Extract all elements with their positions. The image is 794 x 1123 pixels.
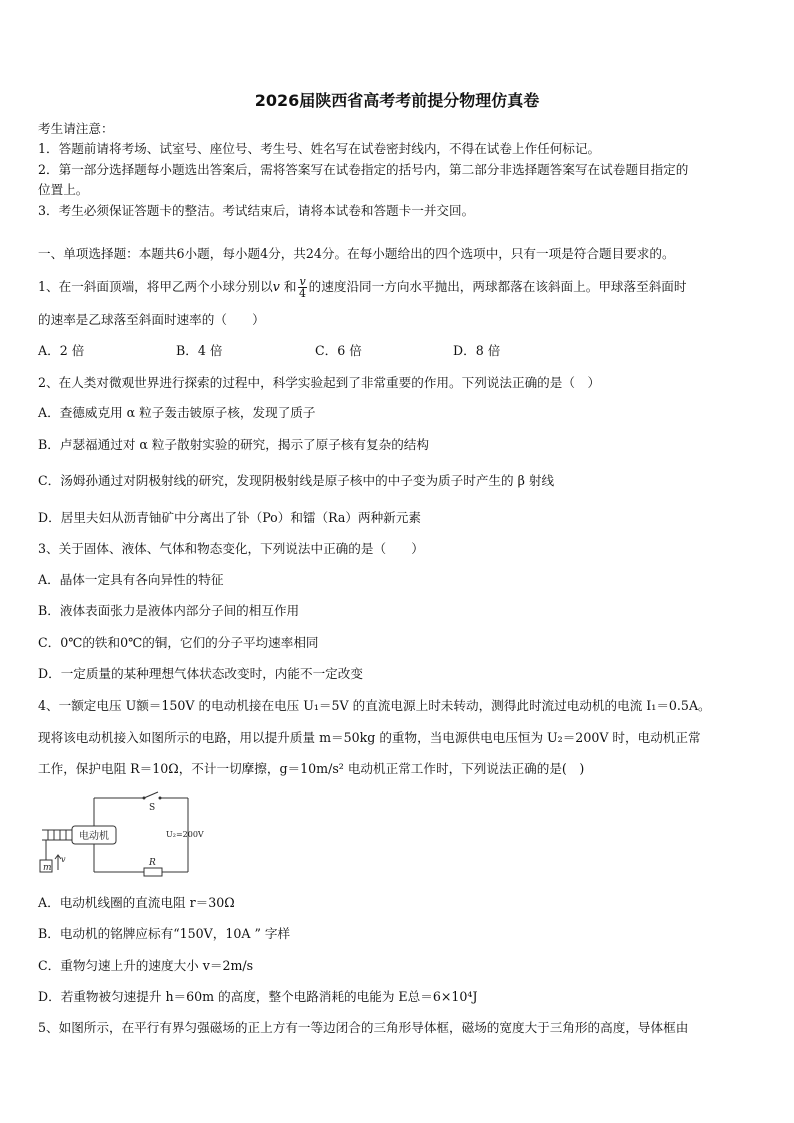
- notice-item: 1．答题前请将考场、试室号、座位号、考生号、姓名写在试卷密封线内，不得在试卷上作任何标记。: [38, 141, 601, 156]
- q4-option-a: A．电动机线圈的直流电阻 r＝30Ω: [38, 895, 235, 910]
- q1-and: 和: [279, 279, 297, 294]
- resistor-symbol: [144, 868, 162, 876]
- q3-option-c: C．0℃的铁和0℃的铜，它们的分子平均速率相同: [38, 635, 319, 650]
- q4-option-d: D．若重物被匀速提升 h＝60m 的高度，整个电路消耗的电能为 E总＝6×10⁴J: [38, 989, 478, 1004]
- q1-stem: [38, 276, 686, 299]
- velocity-label: v: [61, 855, 66, 864]
- q2-option-d: D．居里夫妇从沥青铀矿中分离出了钋（Po）和镭（Ra）两种新元素: [38, 510, 421, 525]
- q1-v: v: [272, 279, 280, 294]
- q1-stem-line2: 的速率是乙球落至斜面时速率的（ ）: [38, 312, 265, 327]
- notice-heading: 考生请注意：: [38, 121, 114, 136]
- notice-item: 2．第一部分选择题每小题选出答案后，需将答案写在试卷指定的括号内，第二部分非选择题答案写在试卷题目指定的: [38, 162, 689, 177]
- q2-stem: 2、在人类对微观世界进行探索的过程中，科学实验起到了非常重要的作用。下列说法正确的是（ ）: [38, 375, 601, 390]
- q4-stem-line3: 工作，保护电阻 R＝10Ω，不计一切摩擦，g＝10m/s² 电动机正常工作时，下列说法正确的是( ): [38, 761, 585, 776]
- q1-option-c: C．6 倍: [315, 343, 362, 358]
- q3-stem: 3、关于固体、液体、气体和物态变化，下列说法中正确的是（ ）: [38, 541, 424, 556]
- motor-label: 电动机: [79, 831, 109, 842]
- q4-stem-line1: 4、一额定电压 U额＝150V 的电动机接在电压 U₁＝5V 的直流电源上时未转动，测得此时流过电动机的电流 I₁＝0.5A。: [38, 698, 711, 713]
- section-heading: 一、单项选择题：本题共6小题，每小题4分，共24分。在每小题给出的四个选项中，只有一项是符合题目要求的。: [38, 246, 675, 261]
- q1-fraction: [298, 276, 306, 299]
- q5-stem-line1: 5、如图所示，在平行有界匀强磁场的正上方有一等边闭合的三角形导体框，磁场的宽度大于三角形的高度，导体框由: [38, 1020, 689, 1035]
- page-title: 2026届陕西省高考考前提分物理仿真卷: [254, 91, 540, 110]
- q2-option-b: B．卢瑟福通过对 α 粒子散射实验的研究，揭示了原子核有复杂的结构: [38, 437, 429, 452]
- voltage-label: U₂=200V: [166, 830, 204, 839]
- q1-option-b: B．4 倍: [176, 343, 223, 358]
- switch-blade: [144, 792, 158, 798]
- q4-option-c: C．重物匀速上升的速度大小 v＝2m/s: [38, 958, 254, 973]
- resistor-label: R: [149, 858, 156, 868]
- q3-option-b: B．液体表面张力是液体内部分子间的相互作用: [38, 603, 300, 618]
- q1-option-a: A．2 倍: [38, 343, 85, 358]
- q2-option-a: A．查德威克用 α 粒子轰击铍原子核，发现了质子: [38, 405, 316, 420]
- q3-option-a: A．晶体一定具有各向异性的特征: [38, 572, 224, 587]
- q1-text-part2: 的速度沿同一方向水平抛出，两球都落在该斜面上。甲球落至斜面时: [308, 279, 687, 294]
- mass-label: m: [43, 863, 52, 873]
- q3-option-d: D．一定质量的某种理想气体状态改变时，内能不一定改变: [38, 666, 363, 681]
- fraction-numerator: v: [299, 275, 306, 288]
- notice-item: 位置上。: [38, 182, 89, 197]
- motor-circuit-diagram: [36, 790, 226, 880]
- notice-item: 3．考生必须保证答题卡的整洁。考试结束后，请将本试卷和答题卡一并交回。: [38, 203, 475, 218]
- fraction-denominator: 4: [299, 287, 307, 300]
- q1-option-d: D．8 倍: [453, 343, 501, 358]
- q4-option-b: B．电动机的铭牌应标有“150V，10A ” 字样: [38, 926, 291, 941]
- q4-stem-line2: 现将该电动机接入如图所示的电路，用以提升质量 m＝50kg 的重物，当电源供电电压恒为 U₂＝200V 时，电动机正常: [38, 730, 701, 745]
- q1-text-part1: 1、在一斜面顶端，将甲乙两个小球分别以: [38, 279, 273, 294]
- q2-option-c: C．汤姆孙通过对阴极射线的研究，发现阴极射线是原子核中的中子变为质子时产生的 β 射线: [38, 473, 555, 488]
- switch-label: S: [149, 803, 156, 813]
